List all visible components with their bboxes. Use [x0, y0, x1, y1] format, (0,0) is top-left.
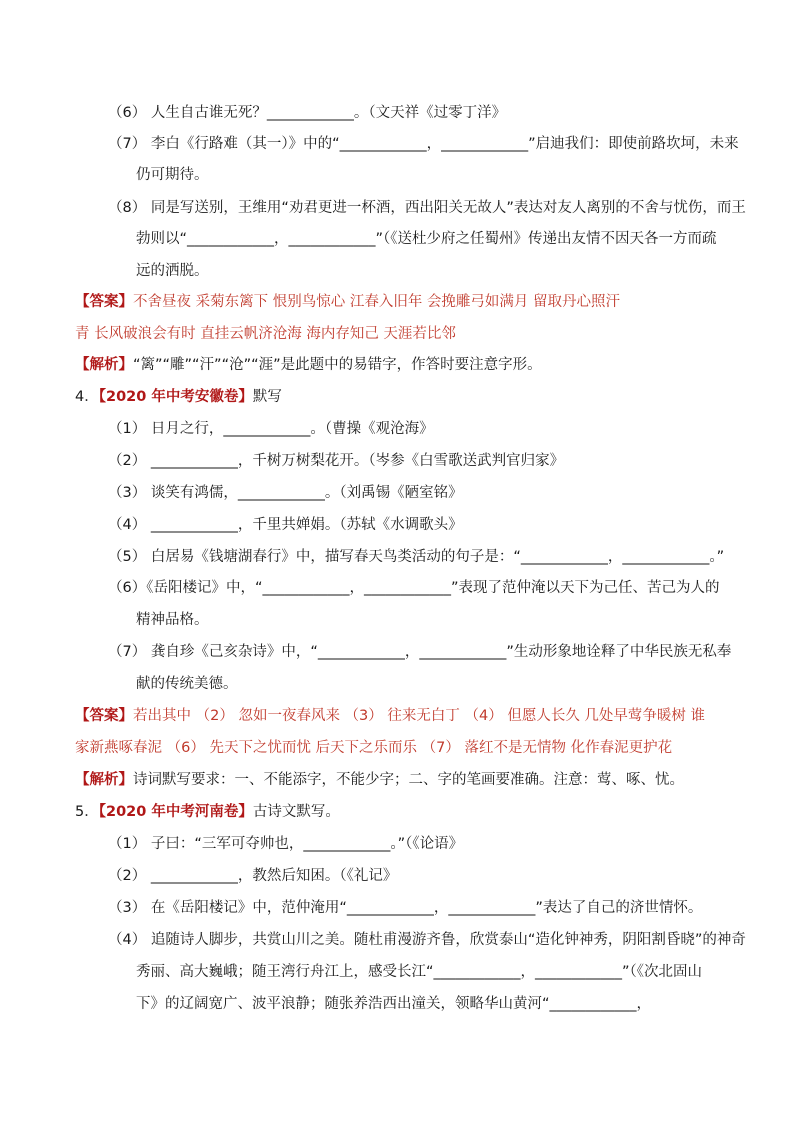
question-5-item-4: （4） 追随诗人脚步，共赏山川之美。随杜甫漫游齐鲁，欣赏泰山“造化钟神秀，阴阳割昏晓”的神奇: [108, 932, 746, 948]
analysis-block-4: [75, 770, 684, 790]
question-3-item-7: （7） 李白《行路难（其一）》中的“____________，____________”启迪我们：即使前路坎坷，未来: [108, 136, 739, 152]
answer-text-cont: 家新燕啄春泥 （6） 先天下之忧而忧 后天下之乐而乐 （7） 落红不是无情物 化作春泥更护花: [75, 740, 673, 756]
question-5-item-1: （1） 子曰：“三军可夺帅也，____________。”（《论语》: [108, 836, 464, 852]
question-4-item-3: （3） 谈笑有鸿儒，____________。（刘禹锡《陋室铭》: [108, 485, 463, 501]
question-4-item-7-cont: 献的传统美德。: [136, 676, 238, 692]
question-number: 5．: [75, 804, 99, 820]
question-3-item-6: （6） 人生自古谁无死？____________。（文天祥《过零丁洋》: [108, 105, 507, 121]
question-5-heading: [75, 802, 340, 822]
analysis-tag: 【解析】: [75, 772, 133, 788]
question-4-item-6-cont: 精神品格。: [136, 612, 209, 628]
analysis-tag: 【解析】: [75, 357, 133, 373]
question-4-item-7: （7） 龚自珍《己亥杂诗》中，“____________，____________”生动形象地诠释了中华民族无私奉: [108, 644, 732, 660]
question-5-item-3: （3） 在《岳阳楼记》中，范仲淹用“____________，____________”表达了自己的济世情怀。: [108, 900, 703, 916]
question-3-item-8-cont: 勃则以“____________，____________”（《送杜少府之任蜀州》传递出友情不因天各一方而疏: [136, 231, 717, 247]
question-5-item-4-cont: 秀丽、高大巍峨；随王湾行舟江上，感受长江“____________，____________”（《次北固山: [136, 964, 703, 980]
question-4-item-5: （5） 白居易《钱塘湖春行》中，描写春天鸟类活动的句子是：“____________，____________。”: [108, 549, 725, 565]
question-3-item-7-cont: 仍可期待。: [136, 167, 209, 183]
question-4-item-6: （6）《岳阳楼记》中，“____________，____________”表现了范仲淹以天下为己任、苦己为人的: [108, 580, 720, 596]
question-5-item-2: （2） ____________，教然后知困。（《礼记》: [108, 868, 398, 884]
answer-text: 不舍昼夜 采菊东篱下 恨别鸟惊心 江春入旧年 会挽雕弓如满月 留取丹心照汗: [133, 294, 621, 310]
answer-text: 若出其中 （2） 忽如一夜春风来 （3） 往来无白丁 （4） 但愿人长久 几处早莺争暖树 谁: [133, 708, 706, 724]
question-5-item-4-cont2: 下》的辽阔宽广、波平浪静；随张养浩西出潼关，领略华山黄河“____________，: [136, 996, 652, 1012]
question-4-item-1: （1） 日月之行，____________。（曹操《观沧海》: [108, 421, 434, 437]
question-3-item-8-cont2: 远的洒脱。: [136, 263, 209, 279]
question-4-item-2: （2） ____________，千树万树梨花开。（岑参《白雪歌送武判官归家》: [108, 453, 565, 469]
source-tag: 【2020 年中考安徽卷】: [98, 389, 253, 405]
question-title: 默写: [252, 389, 282, 405]
analysis-text: 诗词默写要求：一、不能添字，不能少字；二、字的笔画要准确。注意：莺、啄、忧。: [133, 772, 684, 788]
question-number: 4．: [75, 389, 99, 405]
answer-tag: 【答案】: [75, 294, 133, 310]
answer-block-3: [75, 292, 620, 312]
analysis-block-3: [75, 355, 542, 375]
question-3-item-8: （8） 同是写送别，王维用“劝君更进一杯酒，西出阳关无故人”表达对友人离别的不舍与忧伤，而王: [108, 200, 746, 216]
question-4-item-4: （4） ____________，千里共婵娟。（苏轼《水调歌头》: [108, 517, 463, 533]
question-4-heading: [75, 387, 282, 407]
answer-text-cont: 青 长风破浪会有时 直挂云帆济沧海 海内存知己 天涯若比邻: [75, 326, 456, 342]
analysis-text: “篱”“雕”“汗”“沧”“涯”是此题中的易错字，作答时要注意字形。: [133, 357, 542, 373]
question-title: 古诗文默写。: [252, 804, 340, 820]
answer-tag: 【答案】: [75, 708, 133, 724]
answer-block-4: [75, 706, 705, 726]
source-tag: 【2020 年中考河南卷】: [98, 804, 253, 820]
